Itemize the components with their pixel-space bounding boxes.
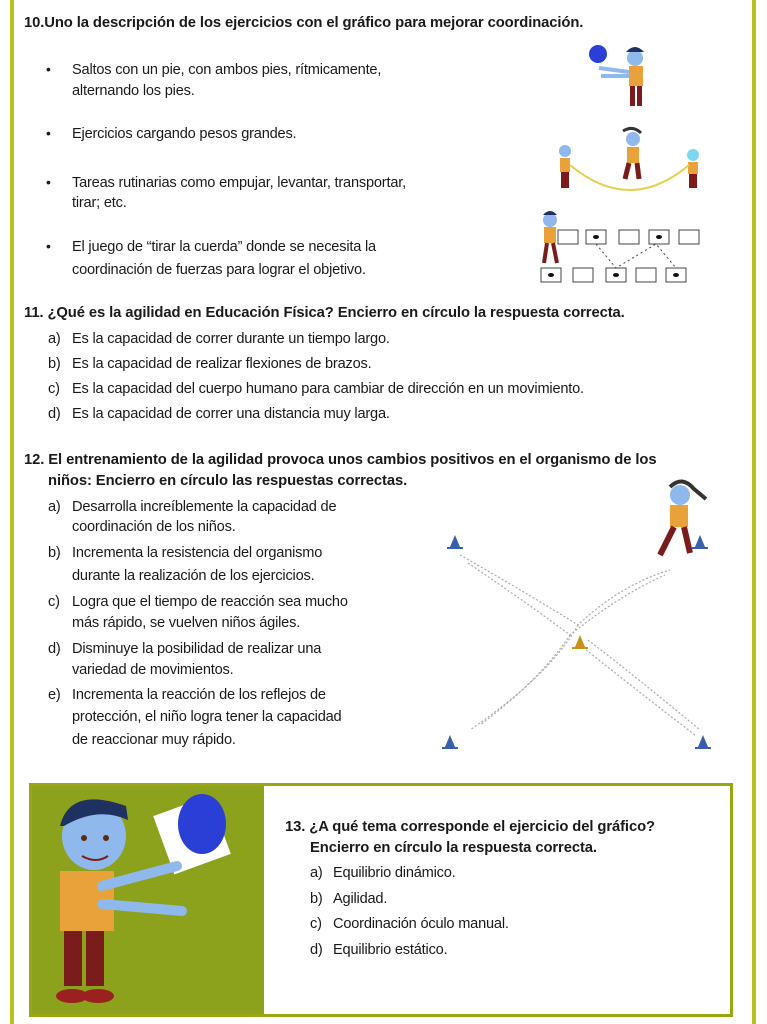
q10-item-1-line-1: Saltos con un pie, con ambos pies, rítmicamente, <box>72 62 382 78</box>
q11-option-a-letter: a) <box>48 331 61 347</box>
q12-title-line-2: niños: Encierro en círculo las respuestas correctas. <box>48 473 408 489</box>
q10-item-4-line-2: coordinación de fuerzas para lograr el objetivo. <box>72 262 366 278</box>
q10-item-2: Ejercicios cargando pesos grandes. <box>72 126 297 142</box>
q13-option-b: Agilidad. <box>333 891 388 907</box>
bullet-icon: • <box>46 61 51 77</box>
hopscotch-boxes-illustration <box>536 210 706 285</box>
q11-option-b-letter: b) <box>48 356 61 372</box>
q12-option-a-line-2: coordinación de los niños. <box>72 519 236 535</box>
q12-option-e-line-2: protección, el niño logra tener la capacidad <box>72 709 342 725</box>
q13-option-c-letter: c) <box>310 916 322 932</box>
q10-title: 10.Uno la descripción de los ejercicios con el gráfico para mejorar coordinación. <box>24 15 584 31</box>
q13-illustration-panel <box>32 786 264 1014</box>
q12-option-c-line-1: Logra que el tiempo de reacción sea mucho <box>72 594 348 610</box>
q11-title: 11. ¿Qué es la agilidad en Educación Física? Encierro en círculo la respuesta correcta. <box>24 305 625 321</box>
q12-option-d-line-1: Disminuye la posibilidad de realizar una <box>72 641 322 657</box>
bullet-icon: • <box>46 125 51 141</box>
q13-option-d-letter: d) <box>310 942 323 958</box>
q13-title-line-2: Encierro en círculo la respuesta correcta. <box>310 840 597 856</box>
q10-item-1-line-2: alternando los pies. <box>72 83 195 99</box>
q12-option-d-line-2: variedad de movimientos. <box>72 662 234 678</box>
q12-option-b-line-1: Incrementa la resistencia del organismo <box>72 545 323 561</box>
agility-cones-illustration <box>430 475 730 760</box>
bullet-icon: • <box>46 174 51 190</box>
q12-option-d-letter: d) <box>48 641 61 657</box>
q11-option-a: Es la capacidad de correr durante un tiempo largo. <box>72 331 390 347</box>
q13-option-c: Coordinación óculo manual. <box>333 916 509 932</box>
child-balloon-illustration <box>585 42 655 112</box>
q10-item-3-line-1: Tareas rutinarias como empujar, levantar, transportar, <box>72 175 406 191</box>
bullet-icon: • <box>46 238 51 254</box>
q12-option-e-line-1: Incrementa la reacción de los reflejos de <box>72 687 326 703</box>
page-border-right <box>752 0 756 1024</box>
q11-option-d-letter: d) <box>48 406 61 422</box>
page-border-left <box>10 0 14 1024</box>
q13-option-a: Equilibrio dinámico. <box>333 865 456 881</box>
q11-option-b: Es la capacidad de realizar flexiones de brazos. <box>72 356 372 372</box>
q13-option-a-letter: a) <box>310 865 323 881</box>
child-balloon-large-illustration <box>32 786 264 1014</box>
q12-title-line-1: 12. El entrenamiento de la agilidad provoca unos cambios positivos en el organismo de los <box>24 452 657 468</box>
q12-option-e-letter: e) <box>48 687 61 703</box>
q12-option-b-line-2: durante la realización de los ejercicios. <box>72 568 315 584</box>
q13-title-line-1: 13. ¿A qué tema corresponde el ejercicio del gráfico? <box>285 819 655 835</box>
q12-option-b-letter: b) <box>48 545 61 561</box>
q11-option-c-letter: c) <box>48 381 60 397</box>
q10-item-4-line-1: El juego de “tirar la cuerda” donde se necesita la <box>72 239 376 255</box>
q11-option-d: Es la capacidad de correr una distancia muy larga. <box>72 406 390 422</box>
q12-option-c-line-2: más rápido, se vuelven niños ágiles. <box>72 615 301 631</box>
cone-icon <box>447 535 463 549</box>
jump-rope-illustration <box>555 125 705 195</box>
q12-option-c-letter: c) <box>48 594 60 610</box>
q13-option-d: Equilibrio estático. <box>333 942 448 958</box>
q12-option-a-line-1: Desarrolla increíblemente la capacidad de <box>72 499 337 515</box>
q12-option-a-letter: a) <box>48 499 61 515</box>
q11-option-c: Es la capacidad del cuerpo humano para cambiar de dirección en un movimiento. <box>72 381 584 397</box>
q12-option-e-line-3: de reaccionar muy rápido. <box>72 732 236 748</box>
q10-item-3-line-2: tirar; etc. <box>72 195 127 211</box>
q13-option-b-letter: b) <box>310 891 323 907</box>
